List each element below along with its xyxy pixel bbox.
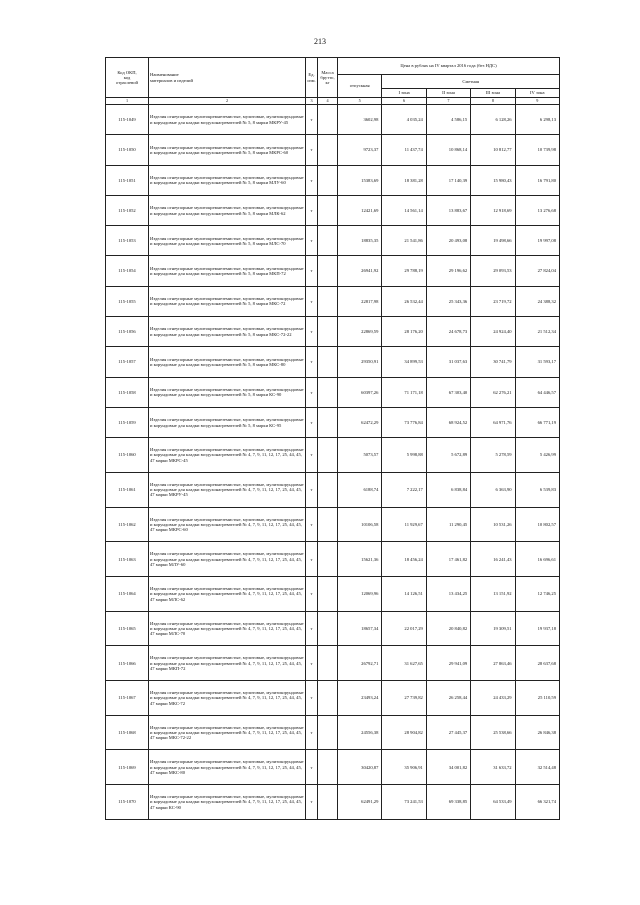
row-price-zone-2: 67 303,40 bbox=[426, 377, 470, 407]
row-unit: т bbox=[306, 256, 318, 286]
row-unit: т bbox=[306, 377, 318, 407]
column-index: 5 bbox=[338, 98, 382, 105]
row-price-zone-3: 24 433,29 bbox=[471, 681, 515, 716]
table-row bbox=[106, 135, 560, 165]
row-price-supplier: 5073,57 bbox=[338, 438, 382, 473]
row-price-zone-4: 27 824,04 bbox=[515, 256, 559, 286]
column-index-row bbox=[106, 98, 560, 105]
row-price-zone-3: 30 741,79 bbox=[471, 347, 515, 377]
row-price-zone-2: 20 493,08 bbox=[426, 226, 470, 256]
row-price-supplier: 3602,98 bbox=[338, 105, 382, 135]
row-price-zone-1: 14 561,14 bbox=[382, 195, 426, 225]
row-price-supplier: 23493,24 bbox=[338, 681, 382, 716]
table-row bbox=[106, 785, 560, 820]
header-zone-2: II зона bbox=[426, 89, 470, 98]
row-name: Изделия огнеупорные мулитокремнеземистые, мулитовые, мулитокорундовые и корундовые для кладки воздухонагревателей № 5, 8 марки МКРС-60 bbox=[149, 135, 306, 165]
row-name: Изделия огнеупорные мулитокремнеземистые, мулитовые, мулитокорундовые и корундовые для кладки воздухонагревателей № 4, 7, 9, 11, 12, 17, 25, 44, 45, 47 марки МКС-80 bbox=[149, 750, 306, 785]
row-price-zone-1: 27 739,82 bbox=[382, 681, 426, 716]
header-mass: Масса брутто, кг bbox=[318, 58, 338, 98]
row-price-zone-3: 29 093,53 bbox=[471, 256, 515, 286]
table-row bbox=[106, 611, 560, 646]
row-price-zone-4: 6 539,83 bbox=[515, 472, 559, 507]
column-index: 3 bbox=[306, 98, 318, 105]
row-name: Изделия огнеупорные мулитокремнеземистые, мулитовые, мулитокорундовые и корундовые для кладки воздухонагревателей № 5, 8 марки МЛУ-60 bbox=[149, 165, 306, 195]
row-price-zone-1: 11 929,67 bbox=[382, 507, 426, 542]
table-row bbox=[106, 317, 560, 347]
row-name: Изделия огнеупорные мулитокремнеземистые, мулитовые, мулитокорундовые и корундовые для кладки воздухонагревателей № 4, 7, 9, 11, 12, 17, 25, 44, 45, 47 марки МЛС-70 bbox=[149, 611, 306, 646]
row-mass bbox=[318, 472, 338, 507]
row-mass bbox=[318, 377, 338, 407]
row-price-zone-3: 31 633,72 bbox=[471, 750, 515, 785]
row-price-zone-1: 7 222,17 bbox=[382, 472, 426, 507]
row-unit: т bbox=[306, 347, 318, 377]
table-row bbox=[106, 347, 560, 377]
row-unit: т bbox=[306, 785, 318, 820]
row-code: 115-1057 bbox=[106, 347, 149, 377]
row-price-zone-2: 24 678,73 bbox=[426, 317, 470, 347]
row-name: Изделия огнеупорные мулитокремнеземистые, мулитовые, мулитокорундовые и корундовые для кладки воздухонагревателей № 4, 7, 9, 11, 12, 17, 25, 44, 45, 47 марки МКС-72-22 bbox=[149, 715, 306, 750]
row-price-zone-1: 11 437,74 bbox=[382, 135, 426, 165]
row-code: 115-1051 bbox=[106, 165, 149, 195]
row-unit: т bbox=[306, 577, 318, 612]
row-price-zone-3: 23 719,72 bbox=[471, 286, 515, 316]
header-name: Наименование материалов и изделий bbox=[149, 58, 306, 98]
table-row bbox=[106, 286, 560, 316]
row-price-supplier: 15383,69 bbox=[338, 165, 382, 195]
row-mass bbox=[318, 195, 338, 225]
row-code: 115-1065 bbox=[106, 611, 149, 646]
row-price-zone-2: 69 338,85 bbox=[426, 785, 470, 820]
row-price-zone-2: 4 586,15 bbox=[426, 105, 470, 135]
row-price-zone-2: 20 840,82 bbox=[426, 611, 470, 646]
row-price-zone-4: 12 746,25 bbox=[515, 577, 559, 612]
row-name: Изделия огнеупорные мулитокремнеземистые, мулитовые, мулитокорундовые и корундовые для кладки воздухонагревателей № 5, 8 марки КС-95 bbox=[149, 407, 306, 437]
row-price-zone-1: 35 906,91 bbox=[382, 750, 426, 785]
header-code: Код ОКП, код отраслевой bbox=[106, 58, 149, 98]
row-code: 115-1061 bbox=[106, 472, 149, 507]
row-price-zone-2: 13 434,25 bbox=[426, 577, 470, 612]
row-code: 115-1054 bbox=[106, 256, 149, 286]
row-price-zone-3: 27 863,46 bbox=[471, 646, 515, 681]
row-code: 115-1052 bbox=[106, 195, 149, 225]
row-unit: т bbox=[306, 542, 318, 577]
row-price-zone-2: 10 868,14 bbox=[426, 135, 470, 165]
table-row bbox=[106, 542, 560, 577]
row-price-zone-4: 16 696,61 bbox=[515, 542, 559, 577]
row-mass bbox=[318, 681, 338, 716]
table-row bbox=[106, 507, 560, 542]
row-mass bbox=[318, 317, 338, 347]
row-unit: т bbox=[306, 472, 318, 507]
row-mass bbox=[318, 286, 338, 316]
column-index: 1 bbox=[106, 98, 149, 105]
row-price-zone-2: 13 883,67 bbox=[426, 195, 470, 225]
row-price-supplier: 12421,69 bbox=[338, 195, 382, 225]
table-row bbox=[106, 681, 560, 716]
row-price-zone-3: 64 533,49 bbox=[471, 785, 515, 820]
row-price-zone-3: 24 924,40 bbox=[471, 317, 515, 347]
row-price-zone-3: 5 278,59 bbox=[471, 438, 515, 473]
row-code: 115-1062 bbox=[106, 507, 149, 542]
row-price-zone-4: 25 110,59 bbox=[515, 681, 559, 716]
row-mass bbox=[318, 542, 338, 577]
row-price-zone-1: 71 171,18 bbox=[382, 377, 426, 407]
row-price-zone-2: 27 445,37 bbox=[426, 715, 470, 750]
row-price-zone-3: 12 918,69 bbox=[471, 195, 515, 225]
row-code: 115-1064 bbox=[106, 577, 149, 612]
row-price-zone-1: 73 776,84 bbox=[382, 407, 426, 437]
row-name: Изделия огнеупорные мулитокремнеземистые, мулитовые, мулитокорундовые и корундовые для кладки воздухонагревателей № 5, 8 марки МКП-72 bbox=[149, 256, 306, 286]
row-unit: т bbox=[306, 135, 318, 165]
column-index: 4 bbox=[318, 98, 338, 105]
row-unit: т bbox=[306, 611, 318, 646]
row-price-supplier: 9723,37 bbox=[338, 135, 382, 165]
row-price-supplier: 62472,29 bbox=[338, 407, 382, 437]
row-unit: т bbox=[306, 165, 318, 195]
row-price-zone-4: 10 739,98 bbox=[515, 135, 559, 165]
row-price-zone-3: 10 531,26 bbox=[471, 507, 515, 542]
row-price-zone-1: 29 788,19 bbox=[382, 256, 426, 286]
header-price-title: Цена в рублях на IV квартал 2016 года (без НДС) bbox=[338, 58, 560, 75]
row-mass bbox=[318, 646, 338, 681]
header-zone-1: I зона bbox=[382, 89, 426, 98]
row-price-zone-1: 18 381,28 bbox=[382, 165, 426, 195]
row-price-zone-1: 14 126,51 bbox=[382, 577, 426, 612]
table-row bbox=[106, 750, 560, 785]
row-price-zone-4: 66 771,19 bbox=[515, 407, 559, 437]
table-row bbox=[106, 165, 560, 195]
row-unit: т bbox=[306, 715, 318, 750]
row-price-zone-4: 32 514,48 bbox=[515, 750, 559, 785]
row-price-zone-2: 11 290,45 bbox=[426, 507, 470, 542]
row-name: Изделия огнеупорные мулитокремнеземистые, мулитовые, мулитокорундовые и корундовые для кладки воздухонагревателей № 4, 7, 9, 11, 12, 17, 25, 44, 45, 47 марки МЛУ-60 bbox=[149, 542, 306, 577]
row-price-supplier: 24556,38 bbox=[338, 715, 382, 750]
row-price-zone-1: 73 241,53 bbox=[382, 785, 426, 820]
row-price-supplier: 15621,36 bbox=[338, 542, 382, 577]
row-mass bbox=[318, 438, 338, 473]
row-price-zone-1: 21 541,86 bbox=[382, 226, 426, 256]
row-price-zone-1: 28 176,20 bbox=[382, 317, 426, 347]
row-price-zone-2: 25 343,36 bbox=[426, 286, 470, 316]
row-name: Изделия огнеупорные мулитокремнеземистые, мулитовые, мулитокорундовые и корундовые для кладки воздухонагревателей № 5, 8 марки МКС-72-22 bbox=[149, 317, 306, 347]
row-name: Изделия огнеупорные мулитокремнеземистые, мулитовые, мулитокорундовые и корундовые для кладки воздухонагревателей № 4, 7, 9, 11, 12, 17, 25, 44, 45, 47 марки МЛС-62 bbox=[149, 577, 306, 612]
row-name: Изделия огнеупорные мулитокремнеземистые, мулитовые, мулитокорундовые и корундовые для кладки воздухонагревателей № 5, 8 марки МКС-80 bbox=[149, 347, 306, 377]
row-price-zone-2: 17 461,82 bbox=[426, 542, 470, 577]
row-name: Изделия огнеупорные мулитокремнеземистые, мулитовые, мулитокорундовые и корундовые для кладки воздухонагревателей № 4, 7, 9, 11, 12, 17, 25, 44, 45, 47 марки МКС-72 bbox=[149, 681, 306, 716]
row-code: 115-1056 bbox=[106, 317, 149, 347]
row-mass bbox=[318, 105, 338, 135]
row-price-supplier: 30420,87 bbox=[338, 750, 382, 785]
row-code: 115-1049 bbox=[106, 105, 149, 135]
table-row bbox=[106, 646, 560, 681]
row-code: 115-1058 bbox=[106, 377, 149, 407]
row-price-zone-4: 64 446,57 bbox=[515, 377, 559, 407]
row-price-zone-1: 31 627,65 bbox=[382, 646, 426, 681]
row-unit: т bbox=[306, 407, 318, 437]
row-unit: т bbox=[306, 438, 318, 473]
row-price-supplier: 29350,91 bbox=[338, 347, 382, 377]
column-index: 8 bbox=[471, 98, 515, 105]
row-price-zone-2: 68 924,52 bbox=[426, 407, 470, 437]
row-price-zone-3: 6 363,90 bbox=[471, 472, 515, 507]
table-row bbox=[106, 195, 560, 225]
row-mass bbox=[318, 226, 338, 256]
row-name: Изделия огнеупорные мулитокремнеземистые, мулитовые, мулитокорундовые и корундовые для кладки воздухонагревателей № 5, 8 марки МЛК-62 bbox=[149, 195, 306, 225]
table-row bbox=[106, 438, 560, 473]
row-price-zone-2: 34 001,82 bbox=[426, 750, 470, 785]
row-price-zone-2: 26 258,44 bbox=[426, 681, 470, 716]
row-unit: т bbox=[306, 195, 318, 225]
row-price-zone-3: 25 538,66 bbox=[471, 715, 515, 750]
price-table bbox=[105, 57, 560, 820]
row-name: Изделия огнеупорные мулитокремнеземистые, мулитовые, мулитокорундовые и корундовые для кладки воздухонагревателей № 4, 7, 9, 11, 12, 17, 25, 44, 45, 47 марки КС-90 bbox=[149, 785, 306, 820]
row-mass bbox=[318, 507, 338, 542]
row-name: Изделия огнеупорные мулитокремнеземистые, мулитовые, мулитокорундовые и корундовые для кладки воздухонагревателей № 5, 8 марки МКС-72 bbox=[149, 286, 306, 316]
row-price-zone-4: 28 637,68 bbox=[515, 646, 559, 681]
column-index: 7 bbox=[426, 98, 470, 105]
row-price-zone-1: 18 456,24 bbox=[382, 542, 426, 577]
row-mass bbox=[318, 715, 338, 750]
row-price-zone-1: 34 899,53 bbox=[382, 347, 426, 377]
row-price-zone-3: 15 980,43 bbox=[471, 165, 515, 195]
row-name: Изделия огнеупорные мулитокремнеземистые, мулитовые, мулитокорундовые и корундовые для кладки воздухонагревателей № 4, 7, 9, 11, 12, 17, 25, 44, 45, 47 марки МКРС-60 bbox=[149, 507, 306, 542]
row-code: 115-1060 bbox=[106, 438, 149, 473]
table-row bbox=[106, 105, 560, 135]
row-price-zone-4: 66 321,74 bbox=[515, 785, 559, 820]
row-unit: т bbox=[306, 750, 318, 785]
row-code: 115-1050 bbox=[106, 135, 149, 165]
row-price-supplier: 62491,29 bbox=[338, 785, 382, 820]
row-unit: т bbox=[306, 286, 318, 316]
row-price-zone-4: 13 276,68 bbox=[515, 195, 559, 225]
table-body bbox=[106, 105, 560, 820]
row-code: 115-1063 bbox=[106, 542, 149, 577]
row-price-zone-3: 19 309,51 bbox=[471, 611, 515, 646]
row-code: 115-1059 bbox=[106, 407, 149, 437]
page-number: 213 bbox=[314, 37, 326, 46]
row-unit: т bbox=[306, 507, 318, 542]
row-price-zone-3: 19 498,66 bbox=[471, 226, 515, 256]
row-price-supplier: 6188,74 bbox=[338, 472, 382, 507]
table-row bbox=[106, 377, 560, 407]
row-mass bbox=[318, 785, 338, 820]
row-mass bbox=[318, 750, 338, 785]
row-mass bbox=[318, 135, 338, 165]
row-price-supplier: 10106,58 bbox=[338, 507, 382, 542]
row-code: 115-1068 bbox=[106, 715, 149, 750]
row-unit: т bbox=[306, 317, 318, 347]
table-row bbox=[106, 472, 560, 507]
row-price-zone-2: 29 196,62 bbox=[426, 256, 470, 286]
table-row bbox=[106, 577, 560, 612]
row-price-zone-4: 16 791,80 bbox=[515, 165, 559, 195]
row-price-zone-1: 22 017,29 bbox=[382, 611, 426, 646]
row-unit: т bbox=[306, 226, 318, 256]
row-price-supplier: 26941,92 bbox=[338, 256, 382, 286]
row-price-supplier: 60397,26 bbox=[338, 377, 382, 407]
row-mass bbox=[318, 256, 338, 286]
row-price-zone-4: 19 937,18 bbox=[515, 611, 559, 646]
row-price-zone-4: 31 593,17 bbox=[515, 347, 559, 377]
row-price-zone-4: 10 802,57 bbox=[515, 507, 559, 542]
row-price-zone-2: 5 672,89 bbox=[426, 438, 470, 473]
row-price-supplier: 22869,59 bbox=[338, 317, 382, 347]
header-unit: Ед. изм. bbox=[306, 58, 318, 98]
row-price-supplier: 22817,98 bbox=[338, 286, 382, 316]
row-code: 115-1053 bbox=[106, 226, 149, 256]
column-index: 9 bbox=[515, 98, 559, 105]
row-price-supplier: 18835,35 bbox=[338, 226, 382, 256]
row-price-zone-3: 64 971,76 bbox=[471, 407, 515, 437]
row-price-supplier: 26792,71 bbox=[338, 646, 382, 681]
row-price-zone-4: 24 388,32 bbox=[515, 286, 559, 316]
row-unit: т bbox=[306, 105, 318, 135]
row-mass bbox=[318, 347, 338, 377]
row-code: 115-1069 bbox=[106, 750, 149, 785]
row-name: Изделия огнеупорные мулитокремнеземистые, мулитовые, мулитокорундовые и корундовые для кладки воздухонагревателей № 4, 7, 9, 11, 12, 17, 25, 44, 45, 47 марки МКРС-45 bbox=[149, 438, 306, 473]
header-zone-3: III зона bbox=[471, 89, 515, 98]
row-mass bbox=[318, 165, 338, 195]
header-zone-4: IV зона bbox=[515, 89, 559, 98]
row-code: 115-1070 bbox=[106, 785, 149, 820]
row-price-zone-4: 26 846,38 bbox=[515, 715, 559, 750]
row-price-supplier: 12069,96 bbox=[338, 577, 382, 612]
row-price-zone-4: 5 426,99 bbox=[515, 438, 559, 473]
table-row bbox=[106, 715, 560, 750]
row-price-zone-2: 29 941,09 bbox=[426, 646, 470, 681]
row-mass bbox=[318, 611, 338, 646]
row-price-zone-4: 21 512,34 bbox=[515, 317, 559, 347]
header-delivery: Сметная bbox=[382, 75, 560, 89]
row-code: 115-1067 bbox=[106, 681, 149, 716]
row-price-zone-2: 17 140,39 bbox=[426, 165, 470, 195]
row-name: Изделия огнеупорные мулитокремнеземистые, мулитовые, мулитокорундовые и корундовые для кладки воздухонагревателей № 5, 8 марки МКРУ-45 bbox=[149, 105, 306, 135]
row-price-zone-1: 28 904,82 bbox=[382, 715, 426, 750]
row-name: Изделия огнеупорные мулитокремнеземистые, мулитовые, мулитокорундовые и корундовые для кладки воздухонагревателей № 4, 7, 9, 11, 12, 17, 25, 44, 45, 47 марки МКРУ-45 bbox=[149, 472, 306, 507]
row-name: Изделия огнеупорные мулитокремнеземистые, мулитовые, мулитокорундовые и корундовые для кладки воздухонагревателей № 4, 7, 9, 11, 12, 17, 25, 44, 45, 47 марки МКП-72 bbox=[149, 646, 306, 681]
table-row bbox=[106, 407, 560, 437]
row-price-zone-3: 13 151,92 bbox=[471, 577, 515, 612]
column-index: 6 bbox=[382, 98, 426, 105]
row-unit: т bbox=[306, 646, 318, 681]
row-unit: т bbox=[306, 681, 318, 716]
row-price-zone-1: 26 532,44 bbox=[382, 286, 426, 316]
row-mass bbox=[318, 577, 338, 612]
row-price-supplier: 18657,34 bbox=[338, 611, 382, 646]
row-price-zone-2: 31 037,63 bbox=[426, 347, 470, 377]
table-row bbox=[106, 226, 560, 256]
column-index: 2 bbox=[149, 98, 306, 105]
row-price-zone-4: 6 298,13 bbox=[515, 105, 559, 135]
header-from-supplier: отпускная bbox=[338, 75, 382, 98]
row-code: 115-1066 bbox=[106, 646, 149, 681]
row-price-zone-1: 4 035,24 bbox=[382, 105, 426, 135]
row-price-zone-2: 6 838,84 bbox=[426, 472, 470, 507]
row-price-zone-3: 62 276,21 bbox=[471, 377, 515, 407]
row-mass bbox=[318, 407, 338, 437]
row-price-zone-3: 6 128,26 bbox=[471, 105, 515, 135]
row-name: Изделия огнеупорные мулитокремнеземистые, мулитовые, мулитокорундовые и корундовые для кладки воздухонагревателей № 5, 8 марки КС-90 bbox=[149, 377, 306, 407]
row-price-zone-3: 10 812,77 bbox=[471, 135, 515, 165]
table-row bbox=[106, 256, 560, 286]
row-price-zone-3: 16 241,43 bbox=[471, 542, 515, 577]
row-price-zone-1: 5 998,88 bbox=[382, 438, 426, 473]
row-name: Изделия огнеупорные мулитокремнеземистые, мулитовые, мулитокорундовые и корундовые для кладки воздухонагревателей № 5, 8 марки МЛС-70 bbox=[149, 226, 306, 256]
row-code: 115-1055 bbox=[106, 286, 149, 316]
row-price-zone-4: 19 997,08 bbox=[515, 226, 559, 256]
